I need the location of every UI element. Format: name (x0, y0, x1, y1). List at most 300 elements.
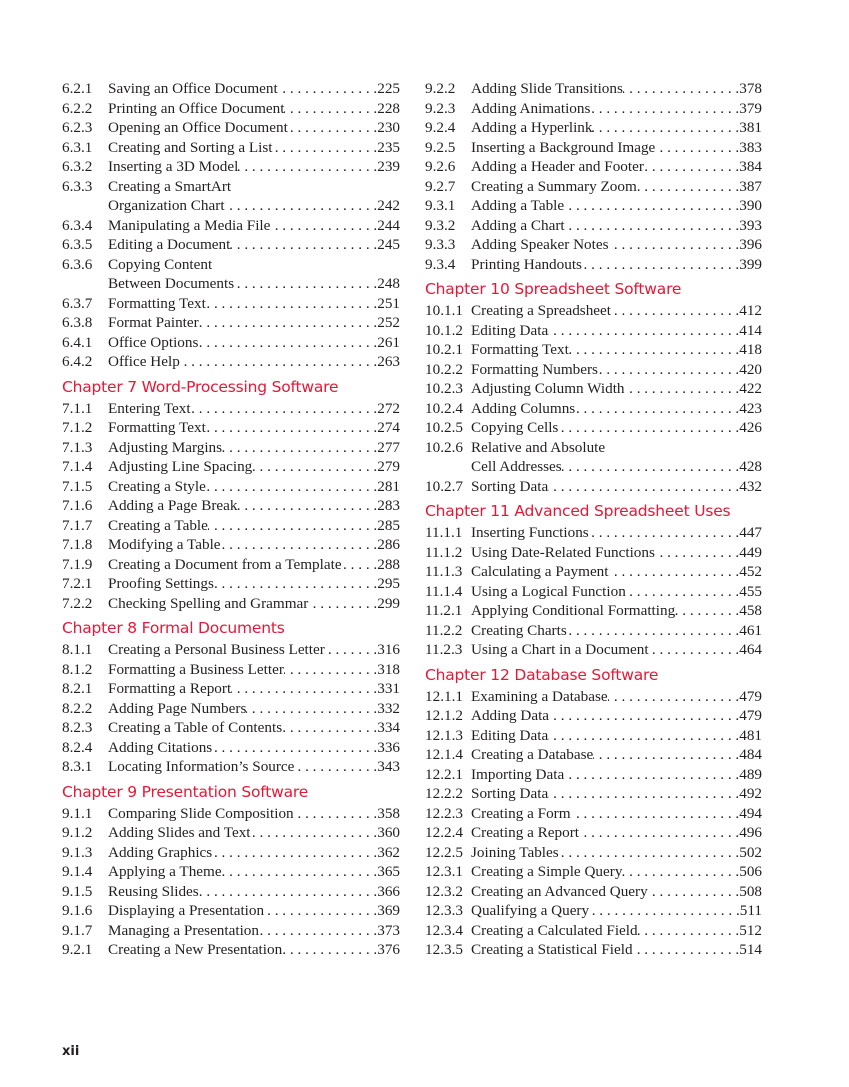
toc-entry-line (425, 477, 762, 497)
section-number: 9.3.3 (425, 236, 456, 253)
section-title: Sorting Data (471, 477, 549, 495)
dot-leader (206, 294, 377, 314)
section-number: 10.2.1 (425, 341, 463, 358)
toc-entry-line (425, 438, 762, 458)
toc-entry-line (62, 79, 400, 99)
section-title: Examining a Database (471, 687, 608, 705)
section-number: 6.3.8 (62, 314, 93, 331)
toc-entry (425, 523, 762, 543)
toc-entry-line (425, 745, 762, 765)
section-title: Formatting Text (471, 341, 569, 358)
section-number: 7.1.3 (62, 438, 93, 456)
page-number: 369 (377, 902, 400, 919)
section-number: 12.3.5 (425, 941, 463, 958)
section-number: 9.2.6 (425, 158, 456, 175)
toc-entry (425, 235, 762, 255)
toc-entry (62, 535, 400, 555)
section-title: Managing a Presentation (108, 921, 259, 939)
dot-leader (273, 138, 378, 158)
dot-leader (288, 118, 377, 138)
page-number: 481 (739, 726, 762, 744)
toc-entry-line (425, 901, 762, 921)
toc-entry (62, 921, 400, 941)
toc-entry-line (425, 216, 762, 236)
toc-entry-line (62, 177, 400, 197)
page-number: 508 (739, 882, 762, 900)
toc-entry-line (62, 438, 400, 458)
section-number: 9.2.1 (62, 941, 93, 958)
toc-entry (62, 477, 400, 497)
section-title: Adjusting Column Width (471, 380, 625, 397)
dot-leader (212, 738, 377, 758)
section-title: Office Options (108, 333, 199, 351)
toc-entry (62, 804, 400, 824)
toc-entry-line (425, 255, 762, 275)
toc-entry-line (425, 804, 762, 824)
dot-leader (549, 706, 739, 726)
section-number: 7.1.1 (62, 399, 93, 417)
section-number: 9.2.3 (425, 99, 456, 117)
page-number: 506 (739, 863, 762, 880)
section-title: Creating an Advanced Query (471, 882, 648, 900)
toc-entry (62, 418, 400, 438)
section-title: Calculating a Payment (471, 563, 609, 580)
chapter-heading: Chapter 7 Word-Processing Software (62, 377, 339, 396)
toc-entry (425, 621, 762, 641)
page-number: 285 (377, 516, 400, 534)
section-title: Applying Conditional Formatting (471, 602, 676, 619)
page-number: 387 (739, 177, 762, 195)
section-title: Formatting a Report (108, 680, 232, 697)
toc-entry (425, 379, 762, 399)
chapter-heading: Chapter 11 Advanced Spreadsheet Uses (425, 502, 731, 520)
section-number: 11.2.3 (425, 641, 463, 658)
page-number: 261 (377, 333, 400, 351)
section-number: 7.1.2 (62, 419, 93, 436)
section-title: Editing Data (471, 321, 549, 339)
section-title: Saving an Office Document (108, 80, 278, 97)
section-title: Printing an Office Document (108, 99, 285, 117)
toc-entry (425, 843, 762, 863)
section-number: 10.1.1 (425, 302, 463, 319)
section-number: 12.1.1 (425, 687, 463, 705)
toc-entry (425, 882, 762, 902)
page-number: 239 (377, 158, 400, 175)
section-number: 9.3.2 (425, 216, 456, 234)
page-number: 286 (377, 536, 400, 553)
toc-entry-line (425, 543, 762, 563)
page-number: 414 (739, 321, 762, 339)
toc-entry (425, 543, 762, 563)
page-number: 479 (739, 707, 762, 724)
section-title: Qualifying a Query (471, 902, 590, 919)
toc-entry-line (425, 138, 762, 158)
dot-leader (562, 457, 740, 477)
section-number: 10.2.4 (425, 399, 463, 417)
section-title: Creating a Form (471, 804, 571, 822)
section-title: Manipulating a Media File (108, 216, 271, 234)
page-number: 274 (377, 419, 400, 436)
toc-entry (425, 640, 762, 660)
section-title: Copying Cells (471, 419, 559, 436)
section-number: 11.1.4 (425, 582, 463, 600)
toc-entry-line (62, 679, 400, 699)
section-number: 7.1.8 (62, 536, 93, 553)
toc-entry-line (425, 921, 762, 941)
toc-entry-line (425, 118, 762, 138)
page-number: 225 (377, 80, 400, 97)
page-number: 381 (739, 119, 762, 136)
dot-leader (608, 687, 740, 707)
dot-leader (282, 940, 377, 960)
page-number: 295 (377, 575, 400, 592)
dot-leader (208, 516, 377, 536)
toc-entry (425, 79, 762, 99)
toc-entry-line (425, 523, 762, 543)
section-title: Creating a Personal Business Letter (108, 641, 325, 658)
page-number: 252 (377, 314, 400, 331)
dot-leader (675, 601, 739, 621)
section-title: Reusing Slides (108, 882, 199, 900)
section-number: 6.2.2 (62, 99, 93, 117)
section-title: Locating Information’s Source (108, 758, 295, 775)
section-title: Adjusting Margins (108, 438, 223, 456)
dot-leader (590, 99, 739, 119)
section-number: 8.1.1 (62, 641, 93, 658)
toc-entry (62, 594, 400, 614)
dot-leader (222, 438, 377, 458)
page-number: 366 (377, 882, 400, 900)
section-title-continued: Organization Chart (108, 197, 225, 214)
section-title: Joining Tables (471, 843, 559, 861)
toc-entry (425, 321, 762, 341)
dot-leader (589, 901, 740, 921)
section-title: Creating a Report (471, 824, 579, 841)
dot-leader (214, 574, 377, 594)
toc-entry (62, 216, 400, 236)
toc-entry-line (425, 726, 762, 746)
toc-entry (425, 582, 762, 602)
page-number: 420 (739, 360, 762, 378)
toc-entry (425, 562, 762, 582)
section-number: 11.2.1 (425, 602, 463, 619)
section-number: 6.3.6 (62, 255, 93, 273)
section-title: Modifying a Table (108, 536, 221, 553)
toc-entry-line (425, 882, 762, 902)
page-number: 428 (739, 458, 762, 475)
section-number: 9.2.7 (425, 177, 456, 195)
section-title: Inserting Functions (471, 524, 589, 541)
dot-leader (270, 216, 377, 236)
section-title: Creating a SmartArt (108, 177, 232, 195)
section-number: 6.4.2 (62, 353, 93, 370)
section-title: Importing Data (471, 765, 565, 783)
section-number: 7.2.2 (62, 594, 93, 612)
page-number: 235 (377, 138, 400, 156)
toc-entry-line (425, 843, 762, 863)
toc-entry-line (62, 477, 400, 497)
section-title: Adding a Chart (471, 216, 565, 234)
dot-leader (198, 333, 377, 353)
page-number: 511 (739, 902, 762, 919)
toc-left-column (62, 79, 400, 960)
dot-leader (569, 340, 739, 360)
dot-leader (648, 882, 740, 902)
dot-leader (579, 823, 739, 843)
section-number: 10.1.2 (425, 321, 463, 339)
page-number: 362 (377, 843, 400, 861)
section-title: Displaying a Presentation (108, 902, 265, 919)
toc-entry (62, 699, 400, 719)
toc-entry-line (425, 823, 762, 843)
toc-entry-line (425, 196, 762, 216)
section-number: 8.1.2 (62, 660, 93, 678)
section-title: Using Date-Related Functions (471, 543, 655, 561)
dot-leader (565, 216, 740, 236)
section-title: Adding Animations (471, 99, 591, 117)
dot-leader (278, 79, 378, 99)
toc-entry-line (62, 823, 400, 843)
section-number: 6.3.1 (62, 138, 93, 156)
toc-entry (425, 118, 762, 138)
toc-entry-line (425, 940, 762, 960)
toc-entry-line (62, 901, 400, 921)
toc-entry-line (425, 582, 762, 602)
section-title: Format Painter (108, 314, 199, 331)
dot-leader (251, 823, 378, 843)
toc-entry (425, 477, 762, 497)
section-number: 10.2.3 (425, 380, 463, 397)
page-number: 244 (377, 216, 400, 234)
dot-leader (342, 555, 378, 575)
toc-entry-line (62, 99, 400, 119)
toc-entry (62, 516, 400, 536)
toc-entry-line (425, 784, 762, 804)
dot-leader (284, 99, 377, 119)
section-number: 11.1.3 (425, 563, 463, 580)
page-number: 360 (377, 824, 400, 841)
toc-entry (425, 340, 762, 360)
page-number: 248 (377, 275, 400, 292)
page-number: 390 (739, 197, 762, 214)
section-number: 6.2.1 (62, 80, 93, 97)
chapter-heading: Chapter 9 Presentation Software (62, 782, 309, 801)
toc-entry-line (62, 804, 400, 824)
dot-leader (225, 196, 378, 216)
dot-leader (592, 118, 739, 138)
toc-entry-line (62, 138, 400, 158)
dot-leader (548, 477, 739, 497)
page-number: 228 (377, 99, 400, 117)
section-title: Creating a Document from a Template (108, 555, 342, 573)
toc-entry (62, 660, 400, 680)
section-number: 6.2.3 (62, 119, 93, 136)
toc-entry (425, 726, 762, 746)
section-title: Adding a Header and Footer (471, 158, 644, 175)
section-number: 12.1.2 (425, 707, 463, 724)
toc-entry-line (62, 535, 400, 555)
page-number: 272 (377, 399, 400, 417)
dot-leader (222, 862, 378, 882)
toc-entry (425, 784, 762, 804)
toc-entry-line (62, 313, 400, 333)
page-number: 422 (739, 380, 762, 397)
dot-leader (231, 679, 377, 699)
section-number: 8.2.2 (62, 699, 93, 717)
section-title: Adding Citations (108, 738, 213, 756)
section-title: Editing a Document (108, 236, 231, 253)
dot-leader (180, 352, 377, 372)
section-title: Formatting Text (108, 419, 206, 436)
toc-entry (425, 745, 762, 765)
toc-entry (62, 718, 400, 738)
section-title: Inserting a Background Image (471, 138, 656, 156)
section-title: Office Help (108, 353, 180, 370)
section-number: 9.2.4 (425, 119, 456, 136)
toc-entry (62, 940, 400, 960)
dot-leader (259, 921, 377, 941)
toc-entry (62, 457, 400, 477)
toc-entry (425, 177, 762, 197)
page-number: 283 (377, 497, 400, 514)
toc-entry (425, 255, 762, 275)
dot-leader (589, 523, 740, 543)
section-number: 12.3.3 (425, 902, 463, 919)
section-number: 12.2.1 (425, 765, 463, 783)
toc-entry (62, 738, 400, 758)
section-number: 11.2.2 (425, 621, 463, 639)
toc-entry (62, 901, 400, 921)
section-title: Creating a Table (108, 516, 208, 534)
dot-leader (199, 313, 378, 333)
toc-entry (425, 862, 762, 882)
page-number: 496 (739, 824, 762, 841)
dot-leader (234, 274, 377, 294)
page-number: 447 (739, 524, 762, 541)
toc-entry (425, 940, 762, 960)
section-title: Creating a Calculated Field (471, 921, 638, 939)
page-number: 281 (377, 477, 400, 495)
page-number: 334 (377, 719, 400, 736)
page-number: 343 (377, 758, 400, 775)
section-title: Inserting a 3D Model (108, 158, 239, 175)
page-number: 299 (377, 594, 400, 612)
section-title: Adding a Page Break (108, 497, 238, 514)
dot-leader (246, 699, 377, 719)
section-title: Formatting a Business Letter (108, 660, 284, 678)
dot-leader (199, 882, 378, 902)
page-number: 432 (739, 477, 762, 495)
toc-entry (62, 138, 400, 158)
toc-entry-line (425, 621, 762, 641)
toc-entry (62, 157, 400, 177)
toc-entry-line (425, 687, 762, 707)
section-number: 9.3.1 (425, 197, 456, 214)
section-number: 10.2.2 (425, 360, 463, 378)
toc-entry (62, 862, 400, 882)
section-number: 12.2.4 (425, 824, 463, 841)
toc-entry (62, 79, 400, 99)
section-title: Adding Speaker Notes (471, 236, 609, 253)
dot-leader (625, 379, 740, 399)
toc-entry (425, 399, 762, 419)
page-number: 365 (377, 863, 400, 880)
toc-entry-line (62, 699, 400, 719)
dot-leader (325, 640, 377, 660)
section-number: 8.3.1 (62, 758, 93, 775)
dot-leader (548, 784, 739, 804)
toc-entry-line (425, 157, 762, 177)
page-number: 418 (739, 341, 762, 358)
section-number: 12.3.1 (425, 863, 463, 880)
section-title: Comparing Slide Composition (108, 804, 294, 822)
section-number: 9.1.1 (62, 804, 93, 822)
toc-entry-line (62, 216, 400, 236)
toc-entry (425, 438, 762, 477)
toc-entry (425, 921, 762, 941)
page-number: 242 (377, 197, 400, 214)
section-title: Proofing Settings (108, 575, 214, 592)
toc-entry-line (425, 79, 762, 99)
page-number: 373 (377, 921, 400, 939)
page-number: 452 (739, 563, 762, 580)
toc-entry (62, 235, 400, 255)
toc-right-column (425, 79, 762, 960)
section-title: Editing Data (471, 726, 549, 744)
toc-entry (62, 843, 400, 863)
toc-entry (425, 360, 762, 380)
chapter-heading: Chapter 10 Spreadsheet Software (425, 280, 682, 298)
toc-entry-line (62, 333, 400, 353)
section-number: 9.1.6 (62, 902, 93, 919)
dot-leader (284, 660, 377, 680)
toc-entry (62, 333, 400, 353)
toc-entry (425, 216, 762, 236)
section-number: 10.2.5 (425, 419, 463, 436)
section-title: Creating and Sorting a List (108, 138, 273, 156)
page-number: 336 (377, 738, 400, 756)
toc-entry-line (62, 640, 400, 660)
section-number: 11.1.1 (425, 524, 463, 541)
page-number: 318 (377, 660, 400, 678)
page-number: 426 (739, 419, 762, 436)
toc-entry (425, 823, 762, 843)
toc-entry-line (62, 940, 400, 960)
page-number: 279 (377, 458, 400, 475)
section-title: Relative and Absolute (471, 438, 606, 456)
page-number: 512 (739, 921, 762, 939)
section-number: 10.2.6 (425, 438, 463, 456)
toc-entry (62, 177, 400, 216)
section-title: Creating a Statistical Field (471, 941, 633, 958)
toc-entry-line (425, 379, 762, 399)
page-number: 376 (377, 941, 400, 958)
toc-entry-line (425, 360, 762, 380)
dot-leader (633, 940, 740, 960)
section-number: 6.3.3 (62, 177, 93, 195)
section-number: 9.1.4 (62, 863, 93, 880)
section-title: Adding Graphics (108, 843, 213, 861)
section-number: 10.2.7 (425, 477, 463, 495)
section-number: 7.1.5 (62, 477, 93, 495)
dot-leader (655, 138, 739, 158)
page-number: 458 (739, 602, 762, 619)
section-title: Adding Data (471, 707, 550, 724)
section-title: Opening an Office Document (108, 119, 288, 136)
toc-entry-line (62, 118, 400, 138)
dot-leader (575, 399, 739, 419)
dot-leader (191, 399, 378, 419)
